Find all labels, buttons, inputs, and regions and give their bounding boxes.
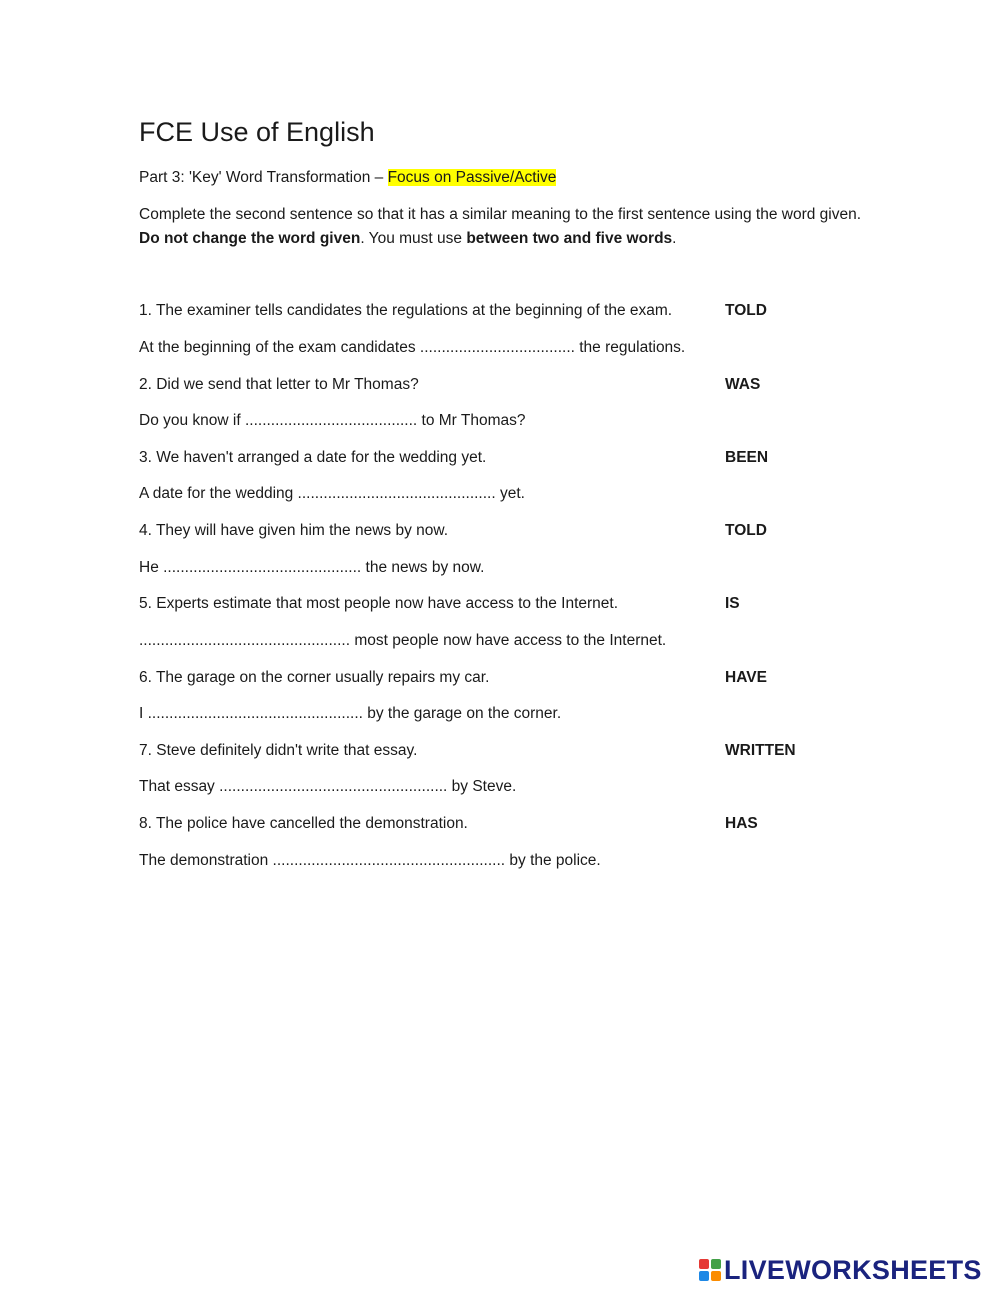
page-subtitle bbox=[139, 167, 556, 189]
question-answer-line[interactable]: He .............................................. the news by now. bbox=[139, 559, 485, 576]
question-keyword: BEEN bbox=[725, 449, 769, 466]
question-sentence: 1. The examiner tells candidates the regulations at the beginning of the exam. bbox=[139, 302, 673, 319]
liveworksheets-logo-icon bbox=[699, 1259, 721, 1281]
liveworksheets-logo[interactable] bbox=[699, 1254, 982, 1286]
question-keyword: IS bbox=[725, 595, 740, 612]
question-sentence: 3. We haven't arranged a date for the wedding yet. bbox=[139, 449, 487, 466]
instructions bbox=[139, 203, 869, 251]
question-answer-line[interactable]: ................................................. most people now have access to the Internet. bbox=[139, 632, 667, 649]
instructions-bold-2: between two and five words bbox=[466, 230, 673, 247]
question-sentence: 5. Experts estimate that most people now have access to the Internet. bbox=[139, 595, 619, 612]
question-sentence: 4. They will have given him the news by now. bbox=[139, 522, 449, 539]
instructions-text-1: Complete the second sentence so that it has a similar meaning to the first sentence using the word given. bbox=[139, 206, 862, 223]
question-keyword: HAS bbox=[725, 815, 758, 832]
question-answer-line[interactable]: That essay ..................................................... by Steve. bbox=[139, 778, 517, 795]
question-sentence: 6. The garage on the corner usually repairs my car. bbox=[139, 669, 490, 686]
question-sentence: 7. Steve definitely didn't write that essay. bbox=[139, 742, 418, 759]
subtitle-prefix: Part 3: 'Key' Word Transformation – bbox=[139, 169, 388, 186]
logo-text: LIVEWORKSHEETS bbox=[724, 1254, 982, 1285]
subtitle-highlight: Focus on Passive/Active bbox=[387, 169, 557, 186]
question-keyword: TOLD bbox=[725, 522, 767, 539]
question-keyword: WAS bbox=[725, 376, 761, 393]
question-answer-line[interactable]: The demonstration ...................................................... by the police. bbox=[139, 852, 601, 869]
question-answer-line[interactable]: A date for the wedding .............................................. yet. bbox=[139, 485, 525, 502]
question-answer-line[interactable]: Do you know if ........................................ to Mr Thomas? bbox=[139, 412, 526, 429]
question-answer-line[interactable]: At the beginning of the exam candidates .................................... the regulations. bbox=[139, 339, 686, 356]
question-sentence: 2. Did we send that letter to Mr Thomas? bbox=[139, 376, 419, 393]
question-keyword: WRITTEN bbox=[725, 742, 796, 759]
instructions-text-2: . You must use bbox=[360, 230, 467, 247]
page-title: FCE Use of English bbox=[139, 117, 375, 147]
question-sentence: 8. The police have cancelled the demonstration. bbox=[139, 815, 468, 832]
question-keyword: HAVE bbox=[725, 669, 767, 686]
instructions-bold-1: Do not change the word given bbox=[139, 230, 361, 247]
question-keyword: TOLD bbox=[725, 302, 767, 319]
question-answer-line[interactable]: I .................................................. by the garage on the corner. bbox=[139, 705, 562, 722]
instructions-text-3: . bbox=[672, 230, 677, 247]
